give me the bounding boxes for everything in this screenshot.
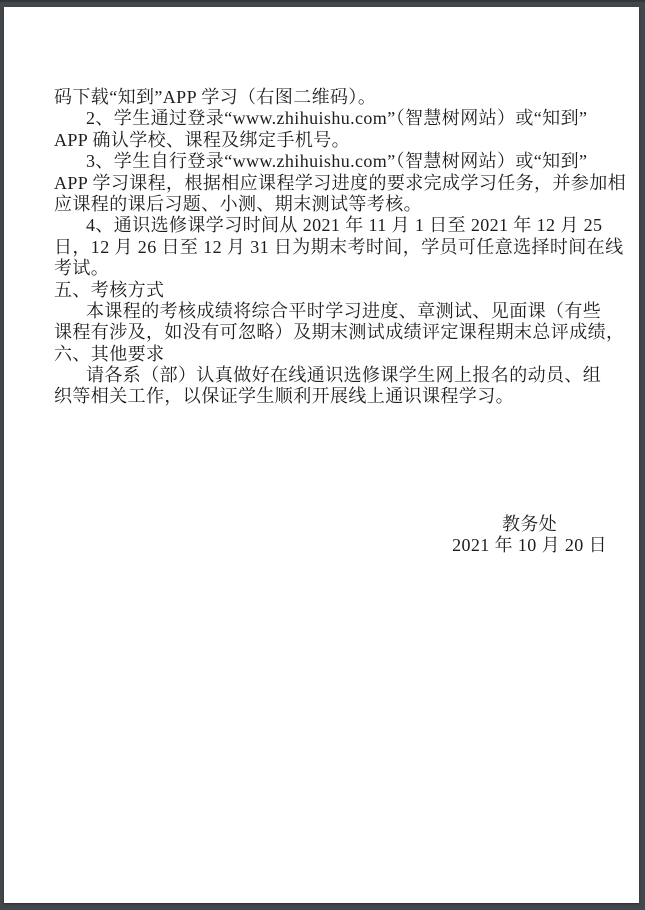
signature-date: 2021 年 10 月 20 日 xyxy=(452,535,607,555)
signature-block xyxy=(452,514,607,556)
text-line: 本课程的考核成绩将综合平时学习进度、章测试、见面课（有些 xyxy=(86,300,602,321)
text-line: 六、其他要求 xyxy=(54,343,165,364)
text-line: 考试。 xyxy=(54,258,110,279)
text-line: 3、学生自行登录“www.zhihuishu.com”（智慧树网站）或“知到” xyxy=(86,151,588,172)
text-line: 请各系（部）认真做好在线通识选修课学生网上报名的动员、组 xyxy=(86,365,602,386)
text-line: APP 学习课程，根据相应课程学习进度的要求完成学习任务，并参加相 xyxy=(54,172,627,193)
text-line: 织等相关工作，以保证学生顺利开展线上通识课程学习。 xyxy=(54,386,514,407)
text-line: APP 确认学校、课程及绑定手机号。 xyxy=(54,129,351,150)
text-line: 4、通识选修课学习时间从 2021 年 11 月 1 日至 2021 年 12 月 25 xyxy=(86,215,603,236)
document-page xyxy=(4,7,639,903)
text-line: 2、学生通过登录“www.zhihuishu.com”（智慧树网站）或“知到” xyxy=(86,108,588,129)
document-body xyxy=(54,87,627,408)
signature-department: 教务处 xyxy=(501,514,558,534)
text-line: 五、考核方式 xyxy=(54,279,165,300)
text-line: 日，12 月 26 日至 12 月 31 日为期末考时间，学员可任意选择时间在线 xyxy=(54,236,624,257)
text-line: 应课程的课后习题、小测、期末测试等考核。 xyxy=(54,193,422,214)
text-line: 课程有涉及，如没有可忽略）及期末测试成绩评定课程期末总评成绩， xyxy=(54,322,625,343)
text-line: 码下载“知到”APP 学习（右图二维码）。 xyxy=(54,87,377,107)
